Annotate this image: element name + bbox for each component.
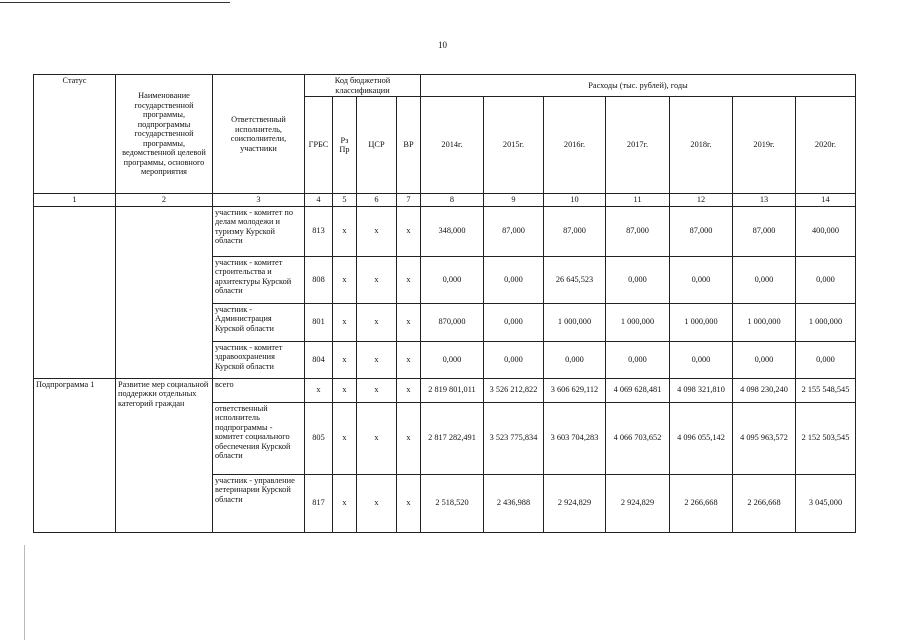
- value-cell: 1 000,000: [733, 303, 796, 341]
- value-cell: 1 000,000: [606, 303, 670, 341]
- col-number: 12: [670, 194, 733, 207]
- value-cell: 1 000,000: [670, 303, 733, 341]
- value-cell: 4 096 055,142: [670, 402, 733, 474]
- value-cell: 2 924,829: [606, 474, 670, 532]
- executor-cell: участник - Администрация Курской области: [213, 303, 305, 341]
- value-cell: 4 095 963,572: [733, 402, 796, 474]
- rzpr-cell: х: [333, 206, 357, 256]
- header-vr: ВР: [397, 97, 421, 194]
- value-cell: 1 000,000: [544, 303, 606, 341]
- value-cell: 0,000: [484, 341, 544, 378]
- header-status: Статус: [34, 75, 116, 194]
- grbs-cell: х: [305, 378, 333, 402]
- header-year: 2018г.: [670, 97, 733, 194]
- header-executor: Ответственный исполнитель, соисполнители, участники: [213, 75, 305, 194]
- value-cell: 0,000: [484, 303, 544, 341]
- value-cell: 3 526 212,822: [484, 378, 544, 402]
- col-number: 10: [544, 194, 606, 207]
- vr-cell: х: [397, 206, 421, 256]
- col-number: 7: [397, 194, 421, 207]
- rzpr-cell: х: [333, 402, 357, 474]
- col-number: 4: [305, 194, 333, 207]
- value-cell: 3 603 704,283: [544, 402, 606, 474]
- value-cell: 2 155 548,545: [796, 378, 856, 402]
- value-cell: 87,000: [544, 206, 606, 256]
- grbs-cell: 808: [305, 256, 333, 303]
- rzpr-cell: х: [333, 474, 357, 532]
- binding-margin: [0, 545, 25, 640]
- value-cell: 0,000: [421, 341, 484, 378]
- executor-cell: всего: [213, 378, 305, 402]
- value-cell: 2 152 503,545: [796, 402, 856, 474]
- col-number: 5: [333, 194, 357, 207]
- value-cell: 2 518,520: [421, 474, 484, 532]
- col-number: 14: [796, 194, 856, 207]
- value-cell: 87,000: [670, 206, 733, 256]
- value-cell: 2 266,668: [733, 474, 796, 532]
- col-number: 13: [733, 194, 796, 207]
- csr-cell: х: [357, 474, 397, 532]
- col-number: 2: [116, 194, 213, 207]
- value-cell: 0,000: [670, 256, 733, 303]
- header-year: 2017г.: [606, 97, 670, 194]
- executor-cell: участник - комитет здравоохранения Курской области: [213, 341, 305, 378]
- header-year: 2014г.: [421, 97, 484, 194]
- grbs-cell: 801: [305, 303, 333, 341]
- col-number: 8: [421, 194, 484, 207]
- value-cell: 400,000: [796, 206, 856, 256]
- value-cell: 348,000: [421, 206, 484, 256]
- vr-cell: х: [397, 256, 421, 303]
- table-row: [34, 378, 856, 402]
- value-cell: 0,000: [421, 256, 484, 303]
- header-year: 2016г.: [544, 97, 606, 194]
- header-name: Наименование государственной программы, подпрограммы государственной программы, ведомственной целевой программы, основного мероприятия: [116, 75, 213, 194]
- status-cell: [34, 206, 116, 378]
- header-expenses: Расходы (тыс. рублей), годы: [421, 75, 856, 97]
- value-cell: 4 098 230,240: [733, 378, 796, 402]
- value-cell: 87,000: [733, 206, 796, 256]
- csr-cell: х: [357, 256, 397, 303]
- value-cell: 87,000: [606, 206, 670, 256]
- header-year: 2019г.: [733, 97, 796, 194]
- value-cell: 0,000: [733, 341, 796, 378]
- page-number: 10: [438, 40, 447, 50]
- vr-cell: х: [397, 341, 421, 378]
- value-cell: 3 523 775,834: [484, 402, 544, 474]
- value-cell: 4 066 703,652: [606, 402, 670, 474]
- value-cell: 0,000: [606, 256, 670, 303]
- value-cell: 4 069 628,481: [606, 378, 670, 402]
- col-number: 11: [606, 194, 670, 207]
- value-cell: 2 819 801,011: [421, 378, 484, 402]
- executor-cell: участник - комитет по делам молодежи и туризму Курской области: [213, 206, 305, 256]
- executor-cell: участник - управление ветеринарии Курской области: [213, 474, 305, 532]
- grbs-cell: 804: [305, 341, 333, 378]
- col-number: 1: [34, 194, 116, 207]
- grbs-cell: 813: [305, 206, 333, 256]
- value-cell: 0,000: [796, 341, 856, 378]
- rzpr-cell: х: [333, 378, 357, 402]
- value-cell: 0,000: [484, 256, 544, 303]
- header-csr: ЦСР: [357, 97, 397, 194]
- col-number: 6: [357, 194, 397, 207]
- vr-cell: х: [397, 378, 421, 402]
- top-rule: [0, 2, 230, 3]
- grbs-cell: 817: [305, 474, 333, 532]
- value-cell: 2 924,829: [544, 474, 606, 532]
- rzpr-cell: х: [333, 256, 357, 303]
- vr-cell: х: [397, 303, 421, 341]
- budget-table: [33, 74, 856, 533]
- csr-cell: х: [357, 402, 397, 474]
- executor-cell: ответственный исполнитель подпрограммы - комитет социального обеспечения Курской области: [213, 402, 305, 474]
- vr-cell: х: [397, 402, 421, 474]
- value-cell: 3 606 629,112: [544, 378, 606, 402]
- csr-cell: х: [357, 341, 397, 378]
- value-cell: 0,000: [670, 341, 733, 378]
- name-cell: [116, 206, 213, 378]
- subprogram-name: Развитие мер социальной поддержки отдельных категорий граждан: [116, 378, 213, 532]
- table-row: [34, 206, 856, 256]
- header-year: 2020г.: [796, 97, 856, 194]
- value-cell: 0,000: [544, 341, 606, 378]
- csr-cell: х: [357, 206, 397, 256]
- csr-cell: х: [357, 378, 397, 402]
- rzpr-cell: х: [333, 303, 357, 341]
- value-cell: 2 436,988: [484, 474, 544, 532]
- header-rzpr: Рз Пр: [333, 97, 357, 194]
- value-cell: 87,000: [484, 206, 544, 256]
- header-year: 2015г.: [484, 97, 544, 194]
- header-grbs: ГРБС: [305, 97, 333, 194]
- subprogram-status: Подпрограмма 1: [34, 378, 116, 532]
- col-number: 3: [213, 194, 305, 207]
- value-cell: 2 266,668: [670, 474, 733, 532]
- value-cell: 0,000: [733, 256, 796, 303]
- header-budget-code: Код бюджетной классификации: [305, 75, 421, 97]
- value-cell: 2 817 282,491: [421, 402, 484, 474]
- value-cell: 3 045,000: [796, 474, 856, 532]
- value-cell: 0,000: [796, 256, 856, 303]
- col-number: 9: [484, 194, 544, 207]
- grbs-cell: 805: [305, 402, 333, 474]
- value-cell: 870,000: [421, 303, 484, 341]
- executor-cell: участник - комитет строительства и архитектуры Курской области: [213, 256, 305, 303]
- vr-cell: х: [397, 474, 421, 532]
- value-cell: 4 098 321,810: [670, 378, 733, 402]
- csr-cell: х: [357, 303, 397, 341]
- value-cell: 26 645,523: [544, 256, 606, 303]
- value-cell: 1 000,000: [796, 303, 856, 341]
- rzpr-cell: х: [333, 341, 357, 378]
- value-cell: 0,000: [606, 341, 670, 378]
